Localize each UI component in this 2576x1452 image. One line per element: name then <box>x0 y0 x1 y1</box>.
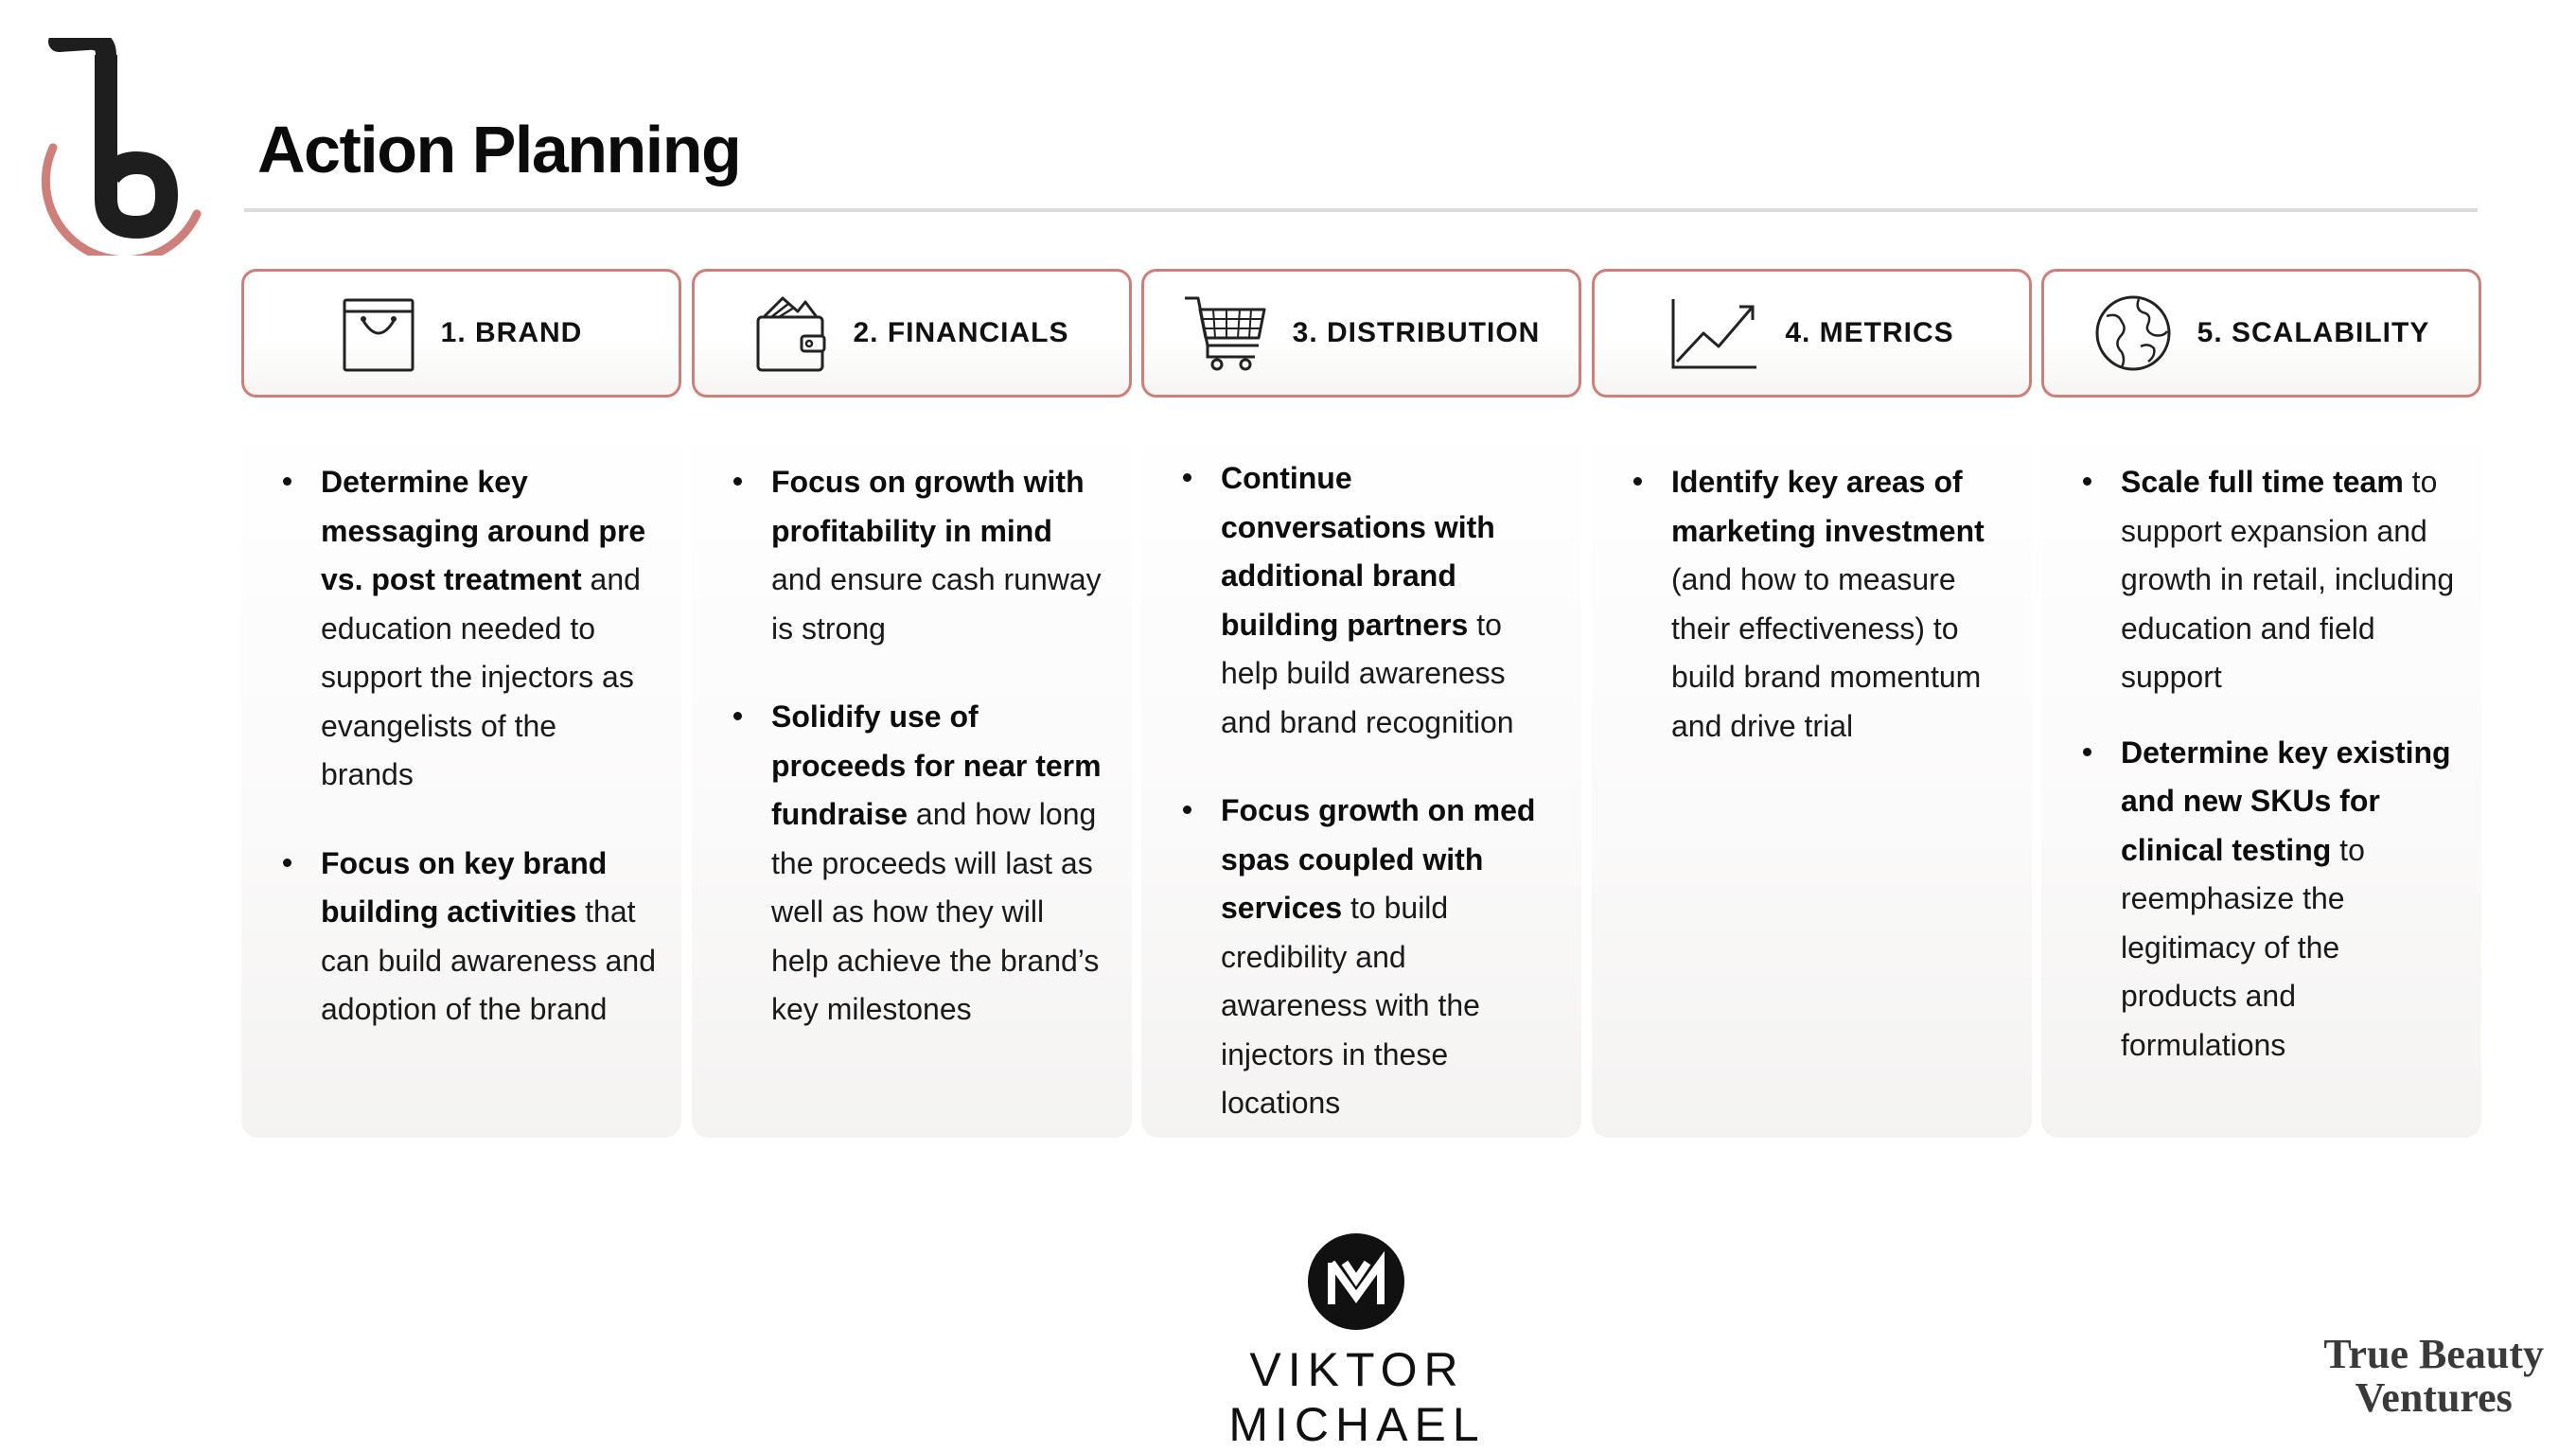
company-wordmark: VIKTOR MICHAEL <box>1228 1343 1486 1451</box>
bullet-text: and education needed to support the injectors as evangelists of the brands <box>321 562 641 791</box>
column-scalability <box>2041 269 2481 1138</box>
bullet-text: to reemphasize the legitimacy of the products and formulations <box>2121 832 2365 1062</box>
column-body-scalability <box>2041 413 2481 1138</box>
bullet-text: that can build awareness and adoption of the brand <box>321 894 657 1026</box>
bullet-text: and ensure cash runway is strong <box>771 562 1102 646</box>
column-body-financials <box>692 413 1132 1138</box>
title-divider <box>244 208 2478 212</box>
column-label: 5. SCALABILITY <box>2197 317 2430 348</box>
partner-logo <box>2323 1333 2544 1420</box>
bullet-bold-text: Determine key messaging around pre vs. post treatment <box>321 465 646 596</box>
list-item <box>722 458 1107 653</box>
column-label: 1. BRAND <box>440 317 583 348</box>
bullet-text: (and how to measure their effectiveness) to build brand momentum and drive trial <box>1671 562 1982 743</box>
list-item <box>272 458 657 800</box>
bullet-text: and how long the proceeds will last as well as how they will help achieve the brand’s key milestones <box>771 797 1100 1026</box>
column-header-financials <box>692 269 1132 398</box>
list-item <box>1622 458 2007 751</box>
bullet-text: to help build awareness and brand recognition <box>1221 607 1514 739</box>
partner-name-line: Ventures <box>2355 1374 2513 1421</box>
column-distribution <box>1141 269 1581 1138</box>
column-metrics <box>1592 269 2032 1138</box>
column-label: 2. FINANCIALS <box>853 317 1069 348</box>
page-title: Action Planning <box>257 113 741 186</box>
bullet-bold-text: Focus growth on med spas coupled with services <box>1221 793 1536 925</box>
shopping-cart-icon <box>1183 292 1268 374</box>
line-chart-icon <box>1669 295 1760 371</box>
shopping-bag-icon <box>341 292 416 374</box>
bullet-bold-text: Solidify use of proceeds for near term fundraise <box>771 699 1102 831</box>
bullet-bold-text: Continue conversations with additional brand building partners <box>1221 461 1495 642</box>
bullet-bold-text: Identify key areas of marketing investment <box>1671 465 1985 548</box>
list-item <box>722 693 1107 1035</box>
column-header-distribution <box>1141 269 1581 398</box>
bullet-bold-text: Focus on growth with profitability in mind <box>771 465 1085 548</box>
column-financials <box>692 269 1132 1138</box>
column-body-distribution <box>1141 413 1581 1138</box>
column-header-scalability <box>2041 269 2481 398</box>
bullet-text: to build credibility and awareness with the injectors in these locations <box>1221 891 1480 1120</box>
globe-icon <box>2093 293 2173 373</box>
wallet-icon <box>754 292 828 374</box>
partner-name-line: True Beauty <box>2323 1331 2544 1377</box>
column-header-brand <box>241 269 681 398</box>
bullet-bold-text: Focus on key brand building activities <box>321 845 608 929</box>
bullet-text: to support expansion and growth in retail, including education and field support <box>2121 465 2455 694</box>
column-header-metrics <box>1592 269 2032 398</box>
bullet-bold-text: Determine key existing and new SKUs for clinical testing <box>2121 735 2451 867</box>
column-label: 4. METRICS <box>1785 317 1954 348</box>
bullet-bold-text: Scale full time team <box>2121 465 2404 499</box>
column-body-metrics <box>1592 413 2032 1138</box>
column-label: 3. DISTRIBUTION <box>1292 317 1541 348</box>
list-item <box>272 840 657 1035</box>
brand-b-logo <box>38 38 208 256</box>
column-body-brand <box>241 413 681 1138</box>
column-brand <box>241 269 681 1138</box>
list-item <box>1172 454 1557 747</box>
list-item <box>2072 458 2457 702</box>
list-item <box>2072 729 2457 1071</box>
viktor-michael-logo <box>1307 1232 1405 1331</box>
list-item <box>1172 787 1557 1128</box>
